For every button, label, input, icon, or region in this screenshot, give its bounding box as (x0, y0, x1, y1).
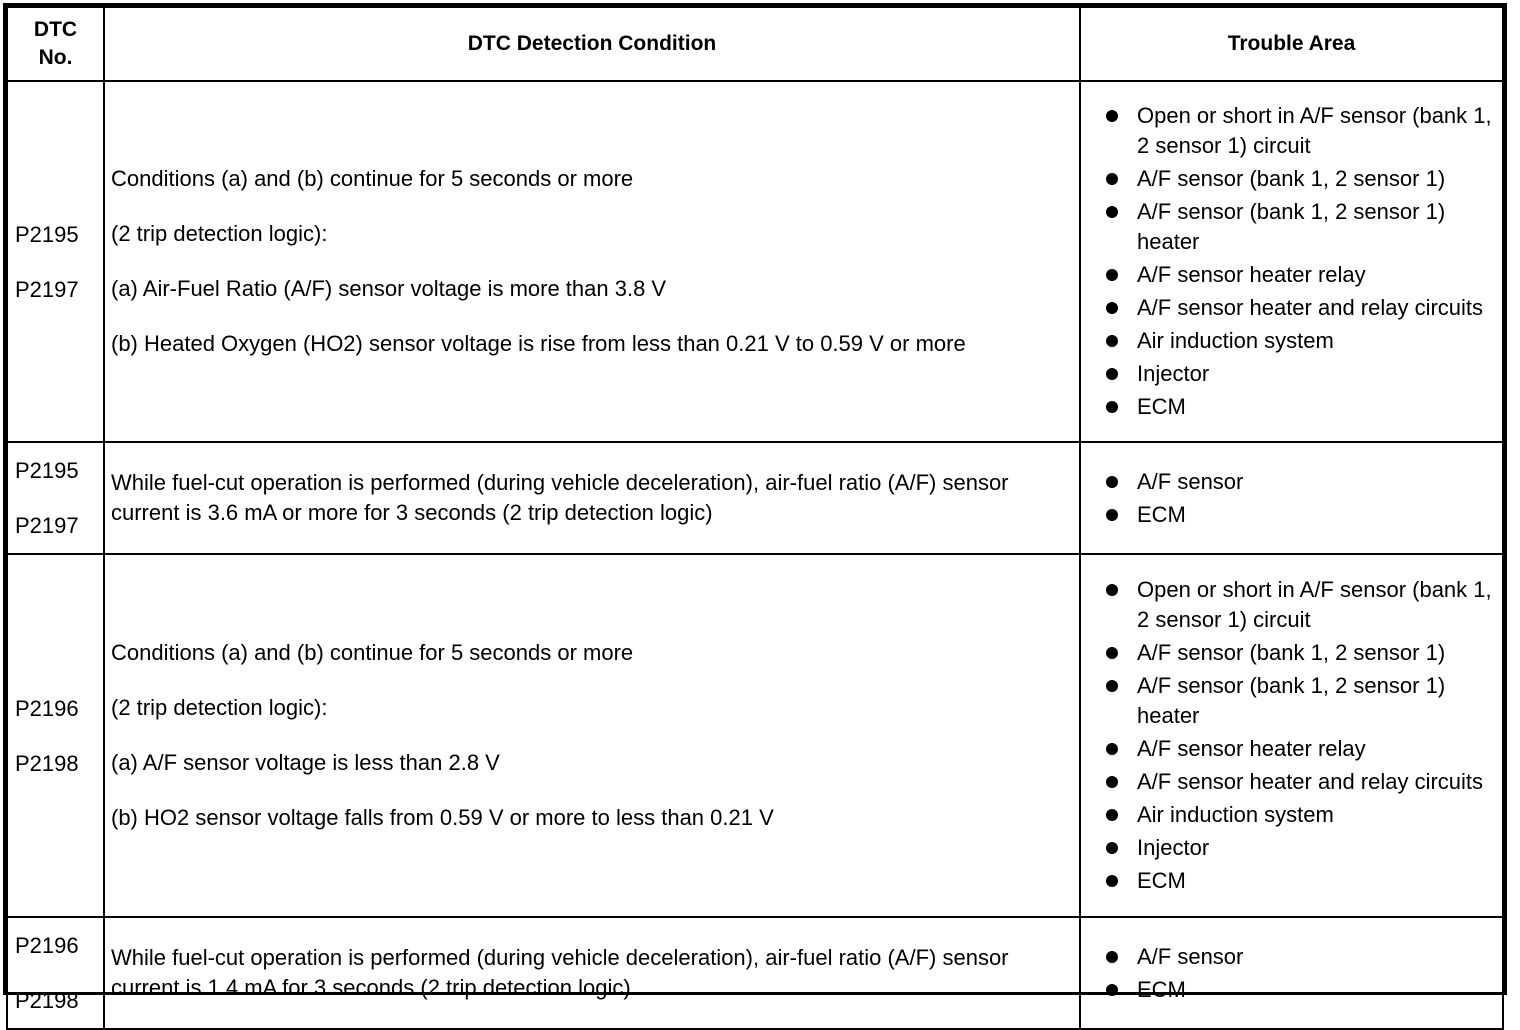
bullet-icon (1106, 842, 1118, 854)
condition-cell (104, 442, 1080, 554)
header-detection-condition: DTC Detection Condition (104, 7, 1080, 81)
list-item (1103, 767, 1494, 797)
trouble-area-text: A/F sensor heater and relay circuits (1137, 295, 1484, 320)
trouble-area-text: A/F sensor (1137, 943, 1244, 969)
condition-text: (a) A/F sensor voltage is less than 2.8 V (111, 750, 500, 775)
table-row (7, 81, 1503, 442)
condition-cell (104, 554, 1080, 917)
trouble-area-cell (1080, 442, 1503, 554)
trouble-area-list (1103, 467, 1494, 530)
bullet-icon (1106, 173, 1118, 185)
trouble-area-text: ECM (1137, 394, 1186, 419)
table-row (7, 554, 1503, 917)
dtc-cell (7, 917, 104, 1029)
trouble-area-text: A/F sensor (bank 1, 2 sensor 1) heater (1137, 199, 1446, 254)
header-trouble-area: Trouble Area (1080, 7, 1503, 81)
bullet-icon (1106, 401, 1118, 413)
list-item (1103, 101, 1494, 161)
trouble-area-list (1103, 101, 1494, 422)
dtc-cell (7, 442, 104, 554)
bullet-icon (1106, 110, 1118, 122)
trouble-area-cell (1080, 917, 1503, 1029)
list-item (1103, 197, 1494, 257)
bullet-icon (1106, 743, 1118, 755)
dtc-table (6, 6, 1504, 1030)
list-item (1103, 800, 1494, 830)
dtc-code: P2195 (15, 458, 79, 483)
bullet-icon (1106, 368, 1118, 380)
list-item (1103, 833, 1494, 863)
trouble-area-text: Open or short in A/F sensor (bank 1, 2 sensor 1) circuit (1137, 103, 1492, 158)
bullet-icon (1106, 984, 1118, 996)
trouble-area-text: Open or short in A/F sensor (bank 1, 2 sensor 1) circuit (1137, 577, 1492, 632)
list-item (1103, 671, 1494, 731)
trouble-area-list (1103, 575, 1494, 896)
bullet-icon (1106, 647, 1118, 659)
condition-text: (2 trip detection logic): (111, 221, 328, 246)
table-header-row (7, 7, 1503, 81)
bullet-icon (1106, 875, 1118, 887)
bullet-icon (1106, 809, 1118, 821)
list-item (1103, 500, 1494, 530)
dtc-code: P2198 (15, 750, 79, 776)
trouble-area-text: A/F sensor (1137, 468, 1244, 494)
trouble-area-text: A/F sensor (bank 1, 2 sensor 1) (1137, 640, 1446, 665)
list-item (1103, 575, 1494, 635)
bullet-icon (1106, 680, 1118, 692)
trouble-area-text: Injector (1137, 835, 1210, 860)
condition-text: (a) Air-Fuel Ratio (A/F) sensor voltage is more than 3.8 V (111, 276, 667, 301)
condition-text: While fuel-cut operation is performed (during vehicle deceleration), air-fuel ratio (A/F) sensor current is 3.6 mA or more for 3 seconds (2 trip detection logic) (111, 470, 1009, 525)
list-item (1103, 293, 1494, 323)
trouble-area-cell (1080, 554, 1503, 917)
dtc-code: P2196 (15, 933, 79, 958)
trouble-area-text: A/F sensor heater and relay circuits (1137, 769, 1484, 794)
trouble-area-text: ECM (1137, 501, 1186, 527)
bullet-icon (1106, 476, 1118, 488)
trouble-area-list (1103, 942, 1494, 1005)
condition-text: (2 trip detection logic): (111, 695, 328, 720)
condition-cell (104, 917, 1080, 1029)
condition-text: Conditions (a) and (b) continue for 5 seconds or more (111, 166, 634, 191)
trouble-area-text: A/F sensor (bank 1, 2 sensor 1) heater (1137, 673, 1446, 728)
list-item (1103, 164, 1494, 194)
trouble-area-text: A/F sensor heater relay (1137, 736, 1366, 761)
trouble-area-text: Air induction system (1137, 802, 1334, 827)
list-item (1103, 942, 1494, 972)
trouble-area-text: ECM (1137, 976, 1186, 1002)
bullet-icon (1106, 206, 1118, 218)
dtc-cell (7, 554, 104, 917)
condition-text: While fuel-cut operation is performed (during vehicle deceleration), air-fuel ratio (A/F) sensor current is 1.4 mA for 3 seconds (2 trip detection logic) (111, 945, 1009, 1000)
bullet-icon (1106, 776, 1118, 788)
list-item (1103, 392, 1494, 422)
dtc-cell (7, 81, 104, 442)
bullet-icon (1106, 302, 1118, 314)
bullet-icon (1106, 951, 1118, 963)
condition-text: (b) HO2 sensor voltage falls from 0.59 V or more to less than 0.21 V (111, 805, 774, 830)
bullet-icon (1106, 269, 1118, 281)
condition-text: Conditions (a) and (b) continue for 5 seconds or more (111, 640, 634, 665)
bullet-icon (1106, 584, 1118, 596)
dtc-table-container (3, 3, 1507, 1013)
trouble-area-text: Injector (1137, 361, 1210, 386)
list-item (1103, 638, 1494, 668)
condition-cell (104, 81, 1080, 442)
bullet-icon (1106, 509, 1118, 521)
dtc-code: P2197 (15, 276, 79, 302)
list-item (1103, 975, 1494, 1005)
dtc-code: P2196 (15, 695, 79, 721)
trouble-area-cell (1080, 81, 1503, 442)
dtc-code: P2198 (15, 988, 79, 1013)
trouble-area-text: A/F sensor (bank 1, 2 sensor 1) (1137, 166, 1446, 191)
trouble-area-text: ECM (1137, 868, 1186, 893)
dtc-code: P2197 (15, 513, 79, 538)
list-item (1103, 866, 1494, 896)
list-item (1103, 326, 1494, 356)
dtc-code: P2195 (15, 221, 79, 247)
list-item (1103, 734, 1494, 764)
list-item (1103, 359, 1494, 389)
trouble-area-text: A/F sensor heater relay (1137, 262, 1366, 287)
table-row (7, 442, 1503, 554)
condition-text: (b) Heated Oxygen (HO2) sensor voltage is rise from less than 0.21 V to 0.59 V or more (111, 331, 966, 356)
table-row (7, 917, 1503, 1029)
trouble-area-text: Air induction system (1137, 328, 1334, 353)
header-dtc-no: DTC No. (7, 7, 104, 81)
list-item (1103, 467, 1494, 497)
bullet-icon (1106, 335, 1118, 347)
list-item (1103, 260, 1494, 290)
